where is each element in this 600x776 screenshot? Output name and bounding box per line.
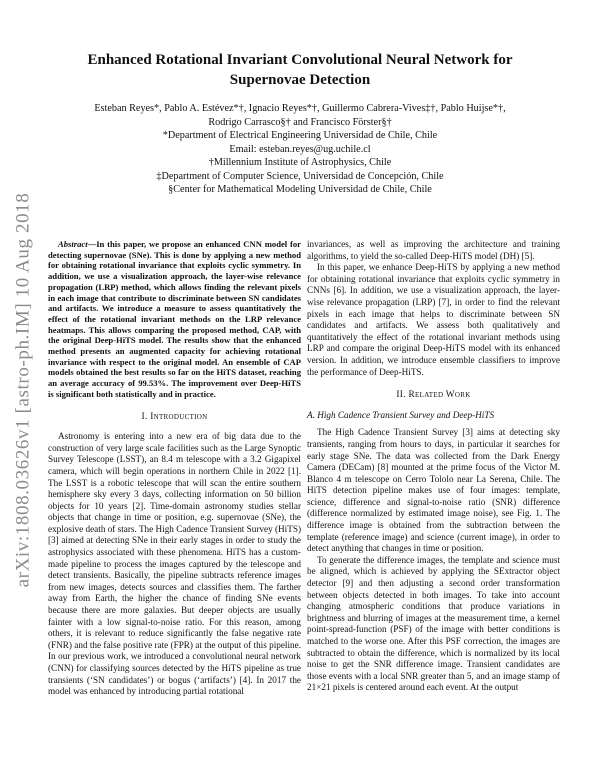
paper-title xyxy=(50,50,550,90)
abstract xyxy=(48,239,301,400)
arxiv-stamp xyxy=(6,190,40,590)
author-list-line-1: Esteban Reyes*, Pablo A. Estévez*†, Ignacio Reyes*†, Guillermo Cabrera-Vives‡†, Pablo Huijse*†, xyxy=(94,103,506,114)
intro-paragraph-2: In this paper, we enhance Deep-HiTS by applying a new method for obtaining rotational invariance that exploits cyclic symmetry in CNNs [6]. In addition, we use a visualization approach, the layer-wise relevance propagation (LRP) [7], in order to find the relevant pixels in each image that helps to discriminate between SN candidates and artifacts. We assess both qualitatively and quantitatively the effect of the rotational invariant methods using LRP and compare the original Deep-HiTS model with its enhanced version. In addition, we introduce ensemble classifiers to improve the performance of Deep-HiTS. xyxy=(307,262,560,377)
abstract-lead: Abstract xyxy=(58,239,88,249)
affiliation-4: §Center for Mathematical Modeling Universidad de Chile, Chile xyxy=(168,184,432,195)
right-column xyxy=(307,239,560,694)
author-block xyxy=(40,102,560,197)
left-column xyxy=(48,239,301,698)
intro-paragraph-continued: invariances, as well as improving the architecture and training algorithms, to yield the so-called Deep-HiTS model (DH) [5]. xyxy=(307,239,560,261)
section-heading-introduction: I. Introduction xyxy=(141,411,208,422)
abstract-text: —In this paper, we propose an enhanced CNN model for detecting supernovae (SNe). This is done by applying a new method for obtaining rotational invariance that exploits cyclic symmetry. In addition, we use a visualization approach, the layer-wise relevance propagation (LRP) method, which allows finding the relevant pixels in each image that contribute to discriminate between SN candidates and artifacts. We introduce a measure to assess quantitatively the effect of the rotational invariant methods on the LRP relevance heatmaps. This allows comparing the proposed method, CAP, with the original Deep-HiTS model. The results show that the enhanced method presents an augmented capacity for achieving rotational invariance with respect to the original model. An ensemble of CAP models obtained the best results so far on the HiTS dataset, reaching an average accuracy of 99.53%. The improvement over Deep-HiTS is significant both statistically and in practice. xyxy=(48,239,301,399)
title-line-1: Enhanced Rotational Invariant Convolutional Neural Network for xyxy=(87,52,513,68)
subsection-heading-hits: A. High Cadence Transient Survey and Deep-HiTS xyxy=(307,409,495,420)
author-list-line-2: Rodrigo Carrasco§† and Francisco Förster§† xyxy=(208,116,392,128)
affiliation-3: ‡Department of Computer Science, Universidad de Concepción, Chile xyxy=(156,170,444,182)
arxiv-stamp-text: arXiv:1808.03626v1 [astro-ph.IM] 10 Aug 2018 xyxy=(12,192,33,588)
related-paragraph-1: The High Cadence Transient Survey [3] aims at detecting sky transients, ranging from hours to days, in particular it searches for early stage SNe. The data was collected from the Dark Energy Camera (DECam) [8] mounted at the prime focus of the Victor M. Blanco 4 m telescope on Cerro Tololo near La Serena, Chile. The HiTS detection pipeline makes use of four images: template, science, difference and signal-to-noise ratio (SNR) difference (difference normalized by estimated image noise), see Fig. 1. The difference image is obtained from the subtraction between the template (reference image) and science (current image), in order to detect anything that changes in time or position. xyxy=(307,427,560,554)
affiliation-2: †Millennium Institute of Astrophysics, Chile xyxy=(208,157,392,168)
affiliation-1: *Department of Electrical Engineering Universidad de Chile, Chile xyxy=(162,130,438,141)
section-heading-related-work: II. Related Work xyxy=(396,390,471,401)
title-line-2: Supernovae Detection xyxy=(229,72,371,88)
intro-paragraph-1: Astronomy is entering into a new era of big data due to the construction of very large scale facilities such as the Large Synoptic Survey Telescope (LSST), an 8.4 m telescope with a 3.2 Gigapixel camera, which will begin operations in northern Chile in 2022 [1]. The LSST is a robotic telescope that will scan the entire southern hemisphere sky every 3 days, collecting information on 50 billion objects for 10 years [2]. Time-domain astronomy studies stellar objects that change in time or position, e.g. supernovae (SNe), the explosive death of stars. The High Cadence Transient Survey (HiTS) [3] aimed at detecting SNe in their early stages in order to study the astrophysics associated with these phenomena. HiTS has a custom-made pipeline to process the images captured by the telescope and detect transients. Basically, the pipeline subtracts reference images from new images, detects sources and classifies them. The farther away from Earth, the higher the chance of finding SNe events because there are more galaxies. But deeper objects are usually fainter with a low signal-to-noise ratio. For this reason, among others, it is relevant to reduce significantly the false negative rate (FNR) and the false positive rate (FPR) at the output of this pipeline. In our previous work, we introduced a convolutional neural network (CNN) for classifying sources detected by the HiTS pipeline as true transients (‘SN candidates’) or bogus (‘artifacts’) [4]. In 2017 the model was enhanced by introducing partial rotational xyxy=(48,431,301,697)
contact-email: Email: esteban.reyes@ug.uchile.cl xyxy=(229,143,371,155)
related-paragraph-2: To generate the difference images, the template and science must be aligned, which is achieved by applying the SExtractor object detector [9] and then adjusting a second order transformation between objects detected in both images. To take into account changing atmospheric conditions that produce variations in brightness and blurring of images at the measurement time, a kernel point-spread-function (PSF) of the image with better conditions is matched to the worse one. After this PSF correction, the images are subtracted to obtain the difference, which is normalized by its local noise to get the SNR difference image. Transient candidates are those events with a local SNR greater than 5, and an image stamp of 21×21 pixels is centered around each event. At the output xyxy=(307,554,560,693)
